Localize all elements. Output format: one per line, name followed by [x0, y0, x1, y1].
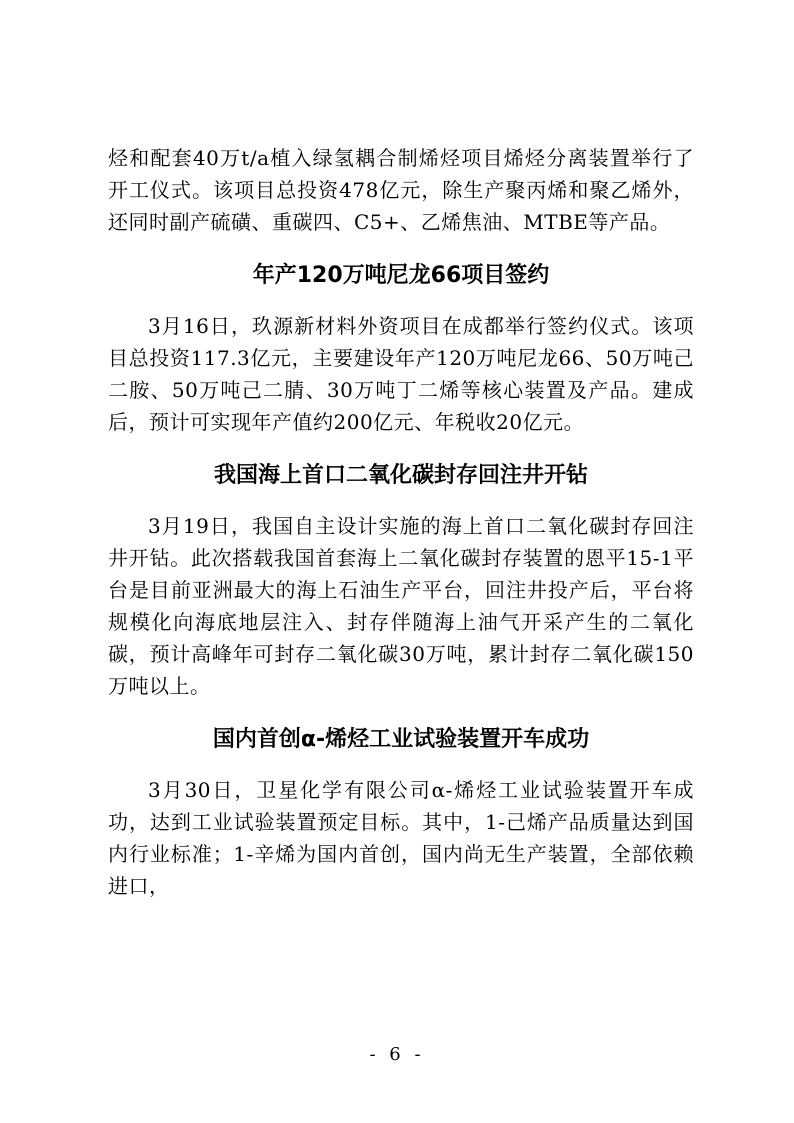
section-paragraph-alpha-olefin: 3月30日，卫星化学有限公司α-烯烃工业试验装置开车成功，达到工业试验装置预定目标。其中，1-己烯产品质量达到国内行业标准；1-辛烯为国内首创，国内尚无生产装置，全部依赖进口，	[108, 778, 694, 898]
section-heading-co2-storage: 我国海上首口二氧化碳封存回注井开钻	[213, 463, 588, 488]
page-content	[108, 142, 694, 902]
section-paragraph-nylon66: 3月16日，玖源新材料外资项目在成都举行签约仪式。该项目总投资117.3亿元，主要建设年产120万吨尼龙66、50万吨己二胺、50万吨己二腈、30万吨丁二烯等核心装置及产品。建成后，预计可实现年产值约200亿元、年税收20亿元。	[108, 314, 694, 434]
section-heading-nylon66: 年产120万吨尼龙66项目签约	[252, 263, 550, 288]
intro-paragraph: 烃和配套40万t/a植入绿氢耦合制烯烃项目烯烃分离装置举行了开工仪式。该项目总投资478亿元，除生产聚丙烯和聚乙烯外，还同时副产硫磺、重碳四、C5+、乙烯焦油、MTBE等产品。	[108, 146, 694, 234]
section-paragraph-co2-storage: 3月19日，我国自主设计实施的海上首口二氧化碳封存回注井开钻。此次搭载我国首套海上二氧化碳封存装置的恩平15-1平台是目前亚洲最大的海上石油生产平台，回注井投产后，平台将规模化向海底地层注入、封存伴随海上油气开采产生的二氧化碳，预计高峰年可封存二氧化碳30万吨，累计封存二氧化碳150万吨以上。	[108, 514, 694, 698]
page-number: - 6 -	[369, 1044, 425, 1065]
section-heading-alpha-olefin: 国内首创α-烯烃工业试验装置开车成功	[212, 727, 590, 752]
